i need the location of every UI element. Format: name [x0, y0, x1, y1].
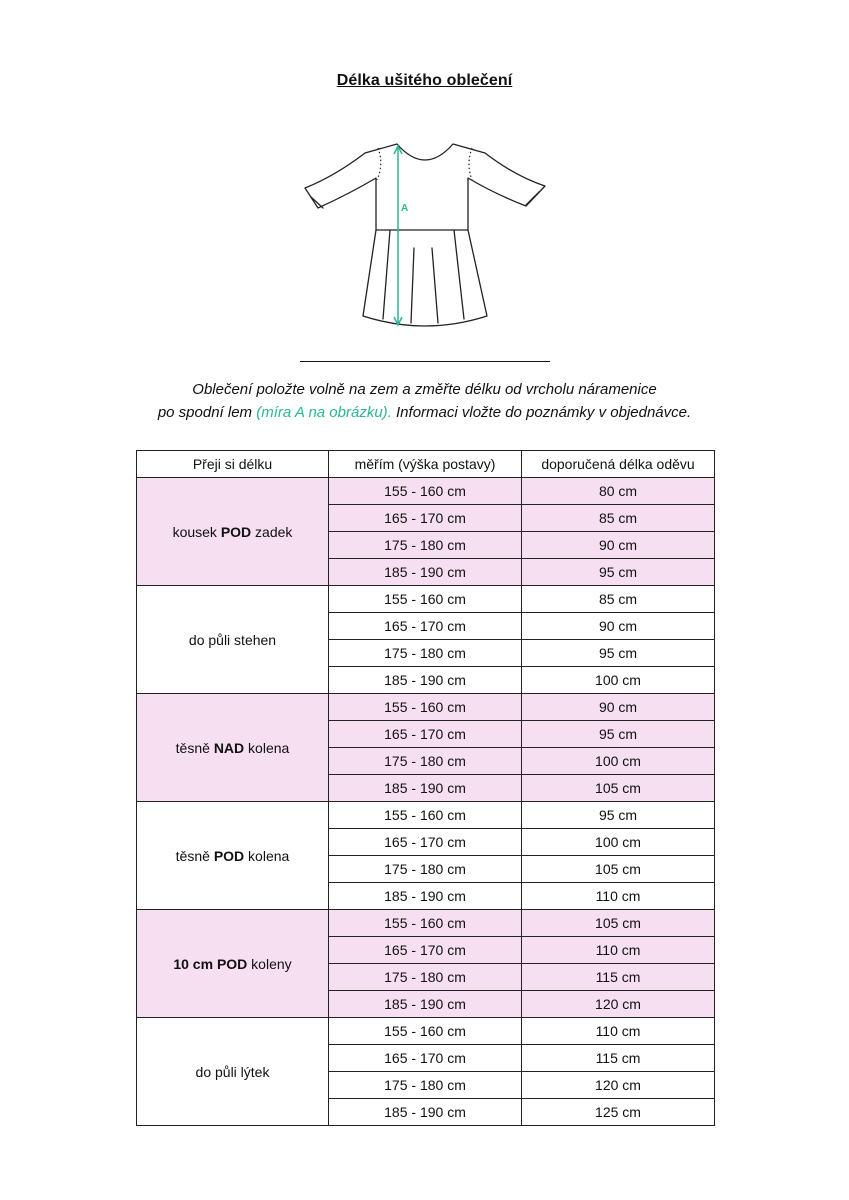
recommended-length-cell: 95 cm: [522, 559, 715, 586]
recommended-length-cell: 105 cm: [522, 910, 715, 937]
recommended-length-cell: 110 cm: [522, 937, 715, 964]
instructions-text: po spodní lem: [157, 404, 257, 421]
height-range-cell: 185 - 190 cm: [329, 559, 522, 586]
recommended-length-cell: 100 cm: [522, 748, 715, 775]
length-group-label: [137, 694, 329, 802]
instructions-line-2: [0, 401, 849, 424]
height-range-cell: 175 - 180 cm: [329, 964, 522, 991]
height-range-cell: 155 - 160 cm: [329, 1018, 522, 1045]
height-range-cell: 185 - 190 cm: [329, 775, 522, 802]
height-range-cell: 155 - 160 cm: [329, 586, 522, 613]
recommended-length-cell: 125 cm: [522, 1099, 715, 1126]
instructions: [0, 378, 849, 424]
table-row: [137, 802, 715, 829]
height-range-cell: 175 - 180 cm: [329, 1072, 522, 1099]
recommended-length-cell: 85 cm: [522, 586, 715, 613]
height-range-cell: 165 - 170 cm: [329, 829, 522, 856]
label-part: POD: [216, 955, 248, 972]
length-group-label: [137, 910, 329, 1018]
recommended-length-cell: 110 cm: [522, 883, 715, 910]
height-range-cell: 165 - 170 cm: [329, 721, 522, 748]
height-range-cell: 185 - 190 cm: [329, 991, 522, 1018]
table-row: [137, 1018, 715, 1045]
recommended-length-cell: 115 cm: [522, 1045, 715, 1072]
height-range-cell: 165 - 170 cm: [329, 937, 522, 964]
recommended-length-cell: 120 cm: [522, 1072, 715, 1099]
header-height: měřím (výška postavy): [329, 451, 522, 478]
length-group-label: [137, 478, 329, 586]
height-range-cell: 175 - 180 cm: [329, 532, 522, 559]
label-part: NAD: [213, 739, 245, 756]
label-part: POD: [213, 847, 245, 864]
table-header-row: [137, 451, 715, 478]
recommended-length-cell: 80 cm: [522, 478, 715, 505]
recommended-length-cell: 115 cm: [522, 964, 715, 991]
size-table: [136, 450, 715, 1126]
label-part: těsně: [175, 739, 214, 756]
measurement-label: A: [401, 203, 409, 214]
recommended-length-cell: 90 cm: [522, 613, 715, 640]
table-row: [137, 478, 715, 505]
label-part: zadek: [251, 523, 293, 540]
table-row: [137, 910, 715, 937]
recommended-length-cell: 120 cm: [522, 991, 715, 1018]
label-part: do půli stehen: [188, 631, 277, 648]
recommended-length-cell: 90 cm: [522, 532, 715, 559]
label-part: těsně: [175, 847, 214, 864]
recommended-length-cell: 90 cm: [522, 694, 715, 721]
label-part: POD: [220, 523, 252, 540]
height-range-cell: 165 - 170 cm: [329, 1045, 522, 1072]
height-range-cell: 155 - 160 cm: [329, 694, 522, 721]
height-range-cell: 175 - 180 cm: [329, 748, 522, 775]
height-range-cell: 175 - 180 cm: [329, 856, 522, 883]
length-group-label: [137, 586, 329, 694]
recommended-length-cell: 105 cm: [522, 775, 715, 802]
table-row: [137, 586, 715, 613]
instructions-line-1: Oblečení položte volně na zem a změřte délku od vrcholu náramenice: [192, 381, 657, 398]
height-range-cell: 185 - 190 cm: [329, 883, 522, 910]
recommended-length-cell: 85 cm: [522, 505, 715, 532]
label-part: kolena: [244, 847, 290, 864]
height-range-cell: 155 - 160 cm: [329, 910, 522, 937]
divider: [300, 361, 550, 362]
length-group-label: [137, 1018, 329, 1126]
recommended-length-cell: 95 cm: [522, 721, 715, 748]
recommended-length-cell: 100 cm: [522, 667, 715, 694]
header-recommended-length: doporučená délka oděvu: [522, 451, 715, 478]
label-part: do půli lýtek: [195, 1063, 270, 1080]
length-group-label: [137, 802, 329, 910]
height-range-cell: 155 - 160 cm: [329, 478, 522, 505]
table-body: [137, 478, 715, 1126]
label-part: kolena: [244, 739, 290, 756]
label-part: 10 cm: [173, 955, 217, 972]
page-title: Délka ušitého oblečení: [336, 72, 513, 89]
dress-diagram-icon: [300, 136, 550, 336]
height-range-cell: 175 - 180 cm: [329, 640, 522, 667]
recommended-length-cell: 105 cm: [522, 856, 715, 883]
instructions-text: Informaci vložte do poznámky v objednávce.: [391, 404, 692, 421]
recommended-length-cell: 95 cm: [522, 640, 715, 667]
table-row: [137, 694, 715, 721]
dress-diagram: [300, 136, 550, 336]
height-range-cell: 165 - 170 cm: [329, 505, 522, 532]
height-range-cell: 185 - 190 cm: [329, 1099, 522, 1126]
recommended-length-cell: 95 cm: [522, 802, 715, 829]
label-part: koleny: [247, 955, 292, 972]
height-range-cell: 165 - 170 cm: [329, 613, 522, 640]
recommended-length-cell: 110 cm: [522, 1018, 715, 1045]
instructions-accent: (míra A na obrázku).: [256, 404, 392, 421]
height-range-cell: 155 - 160 cm: [329, 802, 522, 829]
height-range-cell: 185 - 190 cm: [329, 667, 522, 694]
recommended-length-cell: 100 cm: [522, 829, 715, 856]
label-part: kousek: [172, 523, 221, 540]
header-desired-length: Přeji si délku: [137, 451, 329, 478]
